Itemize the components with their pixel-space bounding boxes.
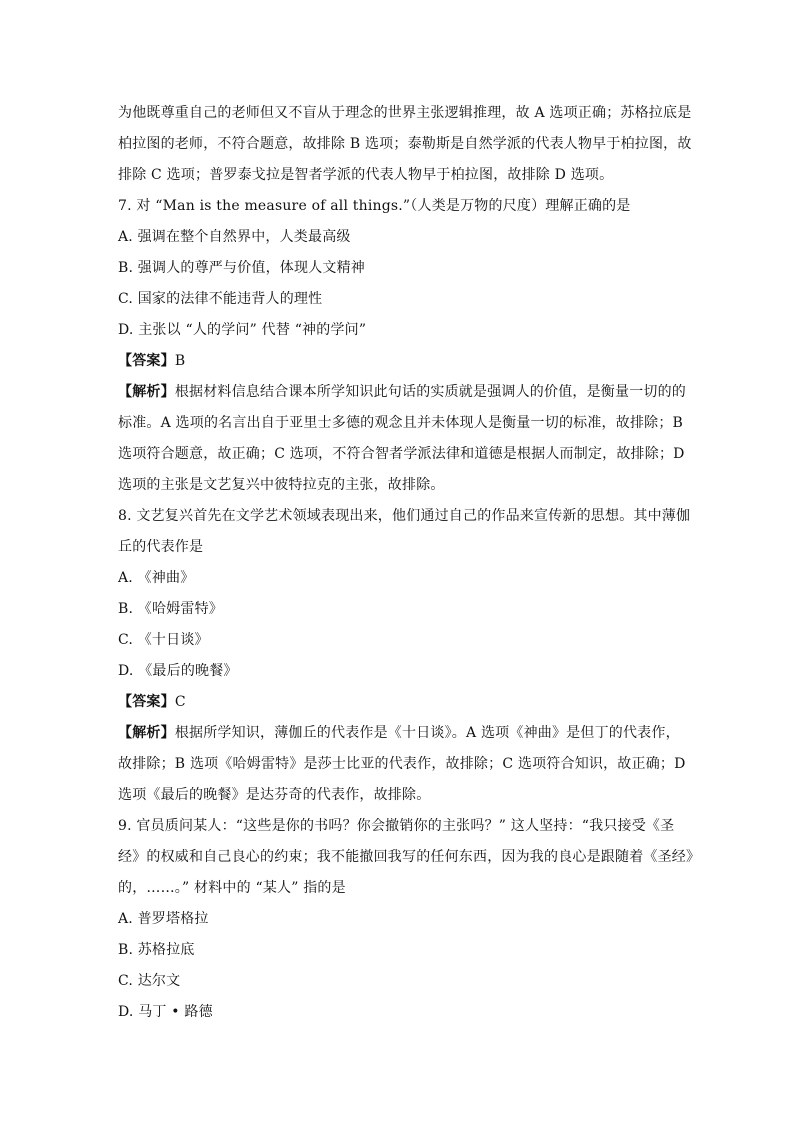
text-line: 柏拉图的老师，不符合题意，故排除 B 选项；泰勒斯是自然学派的代表人物早于柏拉图，故 [118,136,692,152]
option-b: B. 强调人的尊严与价值，体现人文精神 [118,260,365,276]
option-d: D. 主张以 “人的学问” 代替 “神的学问” [118,322,367,338]
option-c: C. 国家的法律不能违背人的理性 [118,291,323,307]
analysis-text: 故排除；B 选项《哈姆雷特》是莎士比亚的代表作，故排除；C 选项符合知识，故正确；D [118,756,686,772]
answer-label: 【答案】 [118,694,175,710]
answer-label: 【答案】 [118,353,175,369]
analysis-label: 【解析】 [118,725,175,741]
analysis-line [118,377,687,408]
answer-line [118,687,678,718]
analysis-text: 选项的主张是文艺复兴中彼特拉克的主张，故排除。 [118,477,445,493]
text-line: 排除 C 选项；普罗泰戈拉是智者学派的代表人物早于柏拉图，故排除 D 选项。 [118,167,614,183]
option-d: D. 马丁 • 路德 [118,1004,213,1020]
option-b: B. 苏格拉底 [118,942,195,958]
option-c: C. 达尔文 [118,973,181,989]
option-d: D. 《最后的晚餐》 [118,663,238,679]
analysis-text: 选项符合题意，故正确；C 选项，不符合智者学派法律和道德是根据人而制定，故排除；D [118,446,685,462]
question-stem: 8. 文艺复兴首先在文学艺术领域表现出来，他们通过自己的作品来宣传新的思想。其中薄伽 [118,508,691,524]
analysis-line [118,718,678,749]
option-a: A. 普罗塔格拉 [118,911,209,927]
analysis-label: 【解析】 [118,384,175,400]
question-stem: 7. 对 “Man is the measure of all things.”（人类是万物的尺度）理解正确的是 [118,198,631,214]
question-9 [118,811,701,1028]
question-stem: 9. 官员质问某人：“这些是你的书吗？你会撤销你的主张吗？” 这人坚持：“我只接受《圣 [118,818,675,834]
option-a: A. 《神曲》 [118,570,195,586]
question-stem: 的，……。” 材料中的 “某人” 指的是 [118,880,346,896]
previous-analysis [118,98,692,191]
document-page [118,98,701,1028]
analysis-text: 根据材料信息结合课本所学知识此句话的实质就是强调人的价值，是衡量一切的的 [174,384,687,400]
question-stem: 经》的权威和自己良心的约束；我不能撤回我写的任何东西，因为我的良心是跟随着《圣经》 [118,849,701,865]
analysis-text: 根据所学知识，薄伽丘的代表作是《十日谈》。A 选项《神曲》是但丁的代表作， [174,725,680,741]
option-c: C. 《十日谈》 [118,632,209,648]
text-line: 为他既尊重自己的老师但又不盲从于理念的世界主张逻辑推理，故 A 选项正确；苏格拉底是 [118,105,692,121]
option-b: B. 《哈姆雷特》 [118,601,223,617]
answer-value: C [174,694,186,710]
analysis-text: 标准。A 选项的名言出自于亚里士多德的观念且并未体现人是衡量一切的标准，故排除；B [118,415,684,431]
question-7 [118,191,687,501]
question-8 [118,501,691,811]
answer-value: B [174,353,186,369]
option-a: A. 强调在整个自然界中，人类最高级 [118,229,351,245]
answer-line [118,346,678,377]
analysis-text: 选项《最后的晚餐》是达芬奇的代表作，故排除。 [118,787,431,803]
question-stem: 丘的代表作是 [118,539,204,555]
